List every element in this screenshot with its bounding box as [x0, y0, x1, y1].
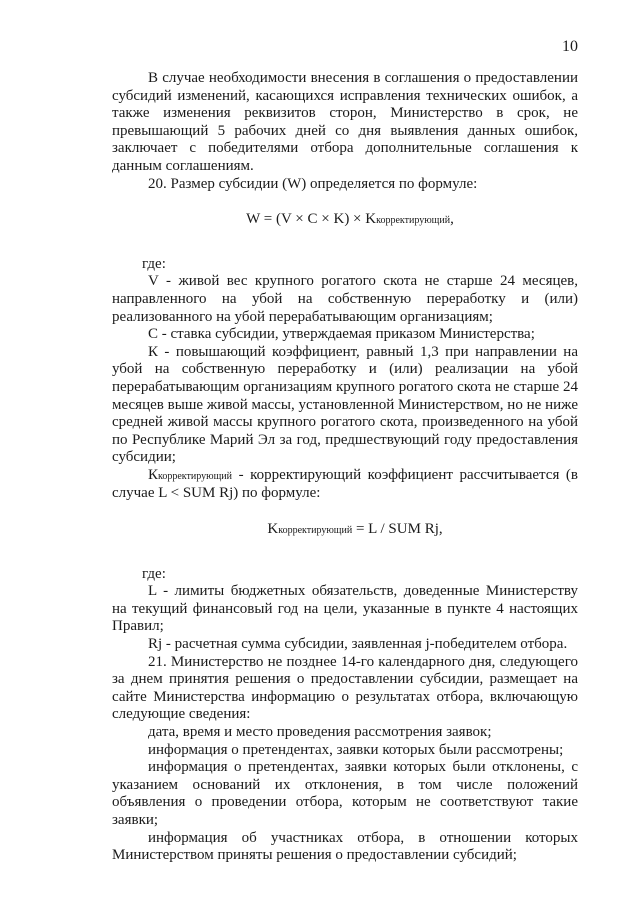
definition-k: К - повышающий коэффициент, равный 1,3 при направлении на убой на собственную переработку и (или) реализации на убой перерабатывающим организациям крупного рогатого скота не старше 24 месяцев выше живой массы, установленной Министерством, но не ниже средней живой массы крупного рогатого скота, произведенного на убой по Республике Марий Эл за год, предшествующий году предоставления субсидии;	[112, 343, 578, 466]
k-corr-letter: К	[148, 466, 159, 483]
paragraph-20: 20. Размер субсидии (W) определяется по формуле:	[148, 175, 478, 192]
formula-subsidy-size	[112, 211, 578, 230]
formula-k-subscript: корректирующий	[278, 525, 353, 537]
list-item-date: дата, время и место проведения рассмотрения заявок;	[148, 724, 492, 740]
formula-k-corr	[112, 521, 578, 540]
list-item-reviewed: информация о претендентах, заявки которых были рассмотрены;	[148, 741, 564, 758]
where-label-2: где:	[142, 565, 166, 582]
definition-l: L - лимиты бюджетных обязательств, доведенные Министерству на текущий финансовый год на цели, указанные в пункте 4 настоящих Правил;	[112, 583, 578, 635]
formula-k-end: = L / SUM Rj,	[352, 521, 443, 538]
list-item-granted: информация об участниках отбора, в отношении которых Министерством приняты решения о предоставлении субсидий;	[112, 829, 578, 864]
page-number: 10	[562, 38, 578, 55]
paragraph-agreement-amendments: В случае необходимости внесения в соглашения о предоставлении субсидий изменений, касающихся исправления технических ошибок, а также изменения реквизитов сторон, Министерство в срок, не превышающий 5 рабочих дней со дня выявления данных ошибок, заключает с победителями отбора дополнительные соглашения к данным соглашениям.	[112, 70, 578, 174]
definition-rj: Rj - расчетная сумма субсидии, заявленная j-победителем отбора.	[148, 636, 568, 653]
where-label: где:	[142, 255, 166, 272]
definition-v: V - живой вес крупного рогатого скота не старше 24 месяцев, направленного на убой на собственную переработку и (или) реализованного на убой перерабатывающим организациям;	[112, 273, 578, 325]
list-item-rejected: информация о претендентах, заявки которых были отклонены, с указанием оснований их отклонения, в том числе положений объявления о проведении отбора, которым не соответствуют такие заявки;	[112, 759, 578, 828]
formula-subsidy-end: ,	[450, 211, 454, 228]
definition-c: С - ставка субсидии, утверждаемая приказом Министерства;	[148, 326, 535, 343]
formula-k-main: K	[267, 521, 279, 538]
formula-subsidy-subscript: корректирующий	[376, 215, 451, 227]
k-corr-text: - корректирующий коэффициент рассчитывается (в случае L < SUM Rj) по формуле:	[112, 466, 578, 502]
paragraph-21: 21. Министерство не позднее 14-го календарного дня, следующего за днем принятия решения о предоставлении субсидии, размещает на сайте Министерства информацию о результатах отбора, включающую следующие сведения:	[112, 653, 578, 723]
formula-subsidy-main: W = (V × C × K) × K	[246, 211, 377, 228]
definition-k-corr	[112, 467, 578, 503]
k-corr-subscript: корректирующий	[158, 470, 232, 482]
document-body	[112, 70, 578, 865]
